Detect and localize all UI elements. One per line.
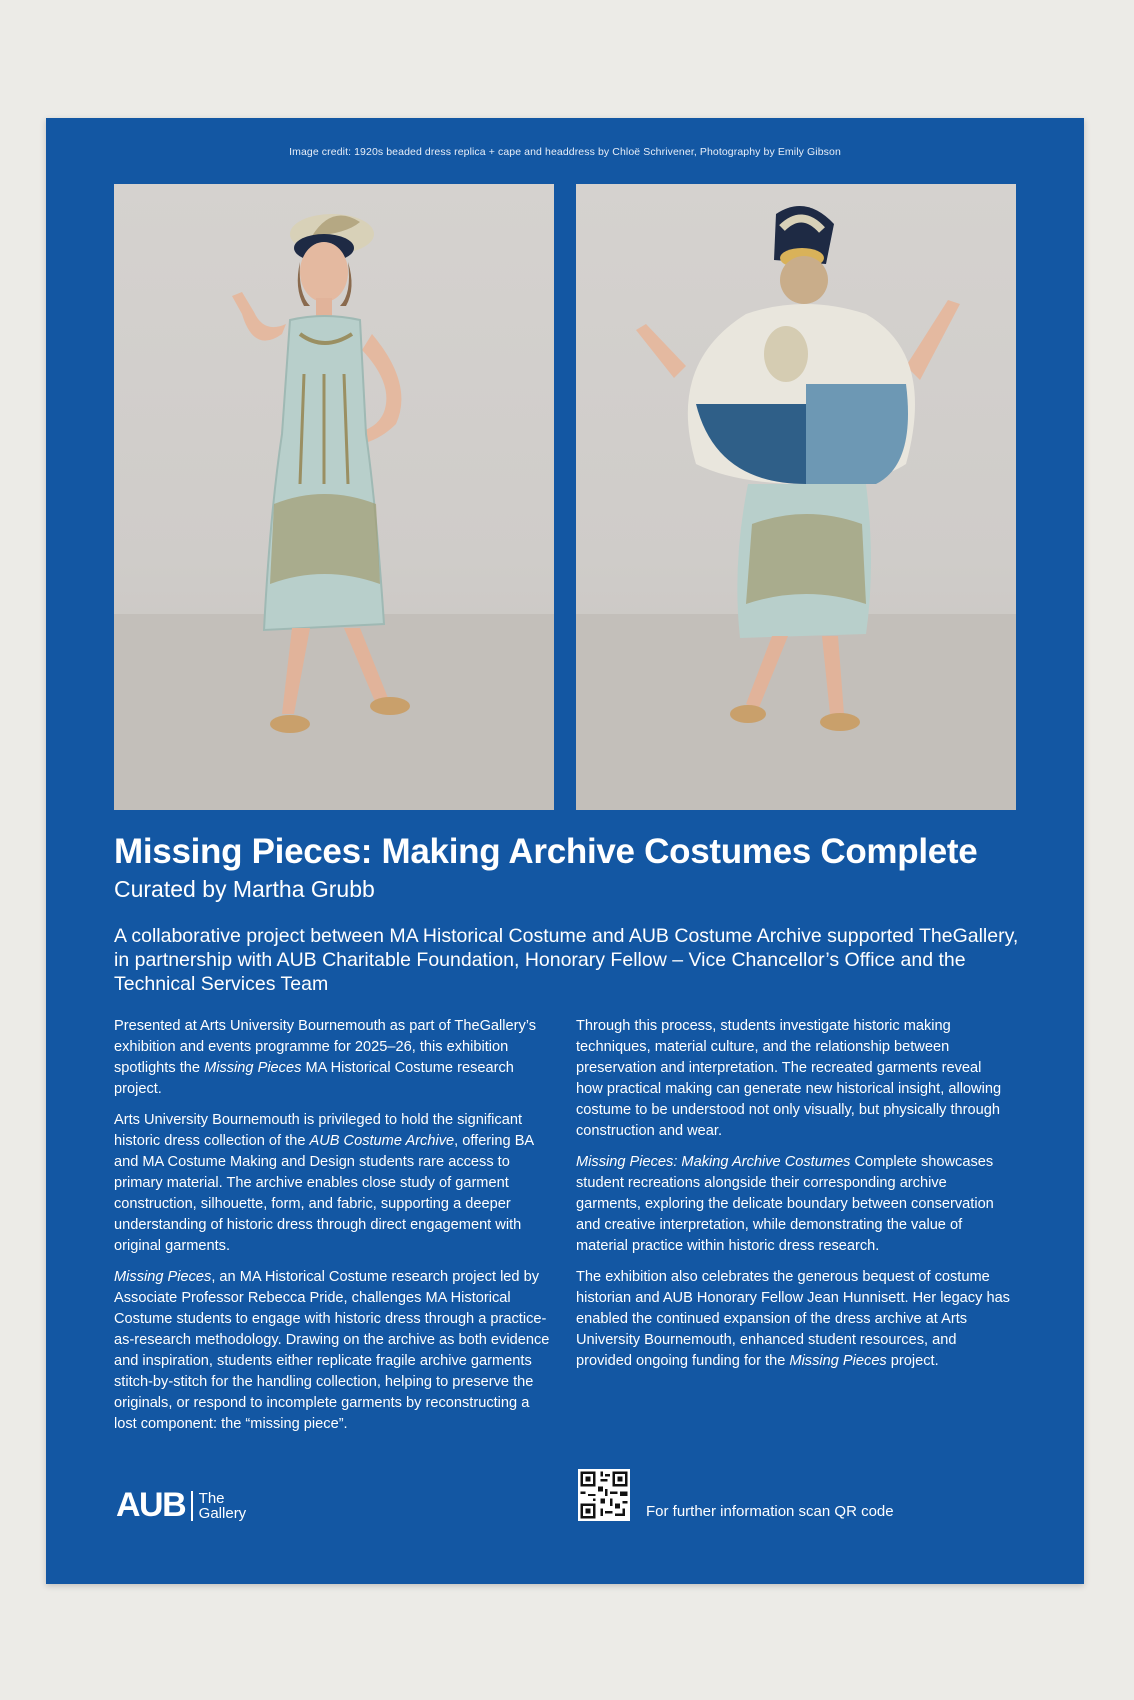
- image-credit: Image credit: 1920s beaded dress replica + cape and headdress by Chloë Schrivener, Photography by Emily Gibson: [289, 146, 841, 158]
- paragraph: Arts University Bournemouth is privileged to hold the significant historic dress collection of the AUB Costume Archive, offering BA and MA Costume Making and Design students rare access to primary material. The archive enables close study of garment construction, silhouette, form, and fabric, supporting a deeper understanding of historic dress through direct engagement with original garments.: [114, 1112, 534, 1254]
- logo-divider: [191, 1491, 193, 1521]
- paragraph: Missing Pieces, an MA Historical Costume research project led by Associate Professor Rebecca Pride, challenges MA Historical Costume students to engage with historic dress through a practice-as-research methodology. Drawing on the archive as both evidence and inspiration, students either replicate fragile archive garments stitch-by-stitch for the handling collection, helping to preserve the originals, or respond to incomplete garments by reconstructing a lost component: the “missing piece”.: [114, 1269, 550, 1432]
- paragraph: Through this process, students investigate historic making techniques, material culture, and the relationship between preservation and interpretation. The recreated garments reveal how practical making can generate new historical insight, allowing costume to be understood not only visually, but physically through construction and wear.: [576, 1018, 1002, 1139]
- photo-front-view: [114, 184, 554, 810]
- body-column-left: [114, 1016, 550, 1445]
- exhibition-title: Missing Pieces: Making Archive Costumes Complete: [114, 832, 978, 871]
- aub-gallery-logo: [116, 1486, 246, 1525]
- logo-wordmark: The Gallery: [198, 1489, 247, 1522]
- curator-credit: Curated by Martha Grubb: [114, 876, 375, 902]
- exhibition-poster: [46, 118, 1084, 1584]
- paragraph: Presented at Arts University Bournemouth as part of TheGallery’s exhibition and events programme for 2025–26, this exhibition spotlights the Missing Pieces MA Historical Costume research project.: [114, 1018, 537, 1097]
- paragraph: Missing Pieces: Making Archive Costumes Complete showcases student recreations alongside their corresponding archive garments, exploring the delicate boundary between conservation and creative interpretation, while demonstrating the value of material practice within historic dress research.: [576, 1154, 994, 1254]
- qr-caption: For further information scan QR code: [646, 1503, 894, 1520]
- model-back-figure-icon: [576, 184, 1016, 810]
- logo-mark: AUB: [116, 1486, 186, 1524]
- qr-code-icon[interactable]: [578, 1469, 630, 1521]
- body-column-right: [576, 1016, 1012, 1382]
- intro-statement: A collaborative project between MA Historical Costume and AUB Costume Archive supported TheGallery, in partnership with AUB Charitable Foundation, Honorary Fellow – Vice Chancellor’s Office and the Technical Services Team: [114, 925, 1019, 995]
- photo-back-view: [576, 184, 1016, 810]
- model-front-figure-icon: [114, 184, 554, 810]
- paragraph: The exhibition also celebrates the generous bequest of costume historian and AUB Honorary Fellow Jean Hunnisett. Her legacy has enabled the continued expansion of the dress archive at Arts University Bournemouth, enhanced student resources, and provided ongoing funding for the Missing Pieces project.: [576, 1269, 1010, 1369]
